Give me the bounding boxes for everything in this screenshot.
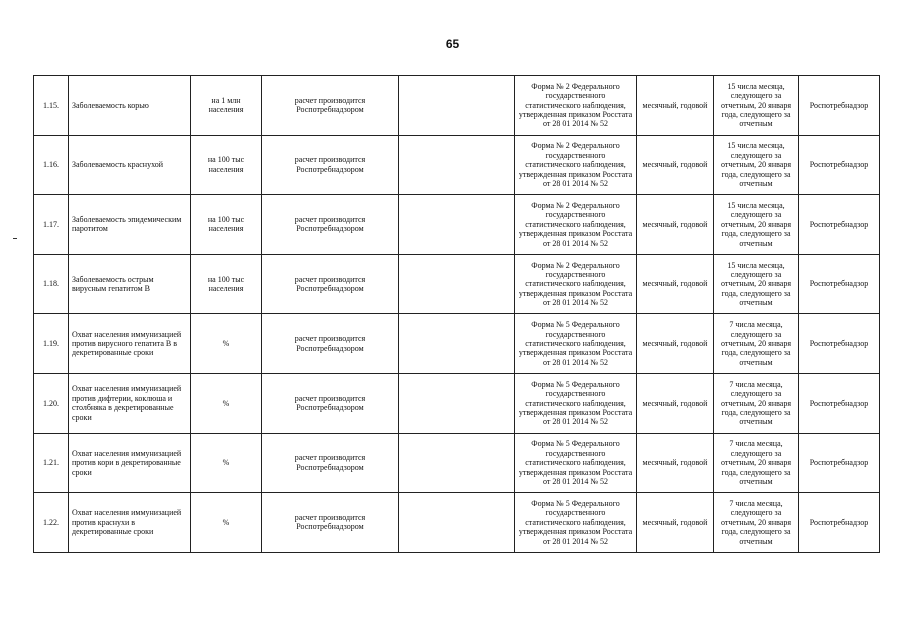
- indicators-table: [33, 75, 880, 553]
- responsible-body: Роспотребнадзор: [799, 76, 880, 136]
- row-number: 1.16.: [34, 135, 69, 195]
- indicator-name: Охват населения иммунизацией против вирусного гепатита В в декретированные сроки: [69, 314, 191, 374]
- indicator-name: Заболеваемость эпидемическим паротитом: [69, 195, 191, 255]
- deadline: 15 числа месяца, следующего за отчетным, 20 января года, следующего за отчетным: [714, 195, 799, 255]
- empty-cell: [399, 314, 515, 374]
- table-row: [34, 135, 880, 195]
- indicator-name: Заболеваемость краснухой: [69, 135, 191, 195]
- empty-cell: [399, 135, 515, 195]
- responsible-body: Роспотребнадзор: [799, 493, 880, 553]
- statistical-form: Форма № 2 Федерального государственного статистического наблюдения, утвержденная приказом Росстата от 28 01 2014 № 52: [515, 76, 637, 136]
- deadline: 15 числа месяца, следующего за отчетным, 20 января года, следующего за отчетным: [714, 135, 799, 195]
- row-number: 1.19.: [34, 314, 69, 374]
- deadline: 15 числа месяца, следующего за отчетным, 20 января года, следующего за отчетным: [714, 254, 799, 314]
- table-row: [34, 254, 880, 314]
- calculation-method: расчет производится Роспотребнадзором: [262, 433, 399, 493]
- page-number: 65: [445, 37, 460, 51]
- periodicity: месячный, годовой: [637, 433, 714, 493]
- unit-of-measure: на 100 тыс населения: [191, 135, 262, 195]
- indicator-name: Охват населения иммунизацией против краснухи в декретированные сроки: [69, 493, 191, 553]
- unit-of-measure: на 100 тыс населения: [191, 195, 262, 255]
- empty-cell: [399, 76, 515, 136]
- unit-of-measure: %: [191, 493, 262, 553]
- deadline: 7 числа месяца, следующего за отчетным, 20 января года, следующего за отчетным: [714, 373, 799, 433]
- statistical-form: Форма № 2 Федерального государственного статистического наблюдения, утвержденная приказом Росстата от 28 01 2014 № 52: [515, 135, 637, 195]
- calculation-method: расчет производится Роспотребнадзором: [262, 76, 399, 136]
- row-number: 1.17.: [34, 195, 69, 255]
- indicator-name: Заболеваемость острым вирусным гепатитом В: [69, 254, 191, 314]
- periodicity: месячный, годовой: [637, 314, 714, 374]
- statistical-form: Форма № 2 Федерального государственного статистического наблюдения, утвержденная приказом Росстата от 28 01 2014 № 52: [515, 254, 637, 314]
- calculation-method: расчет производится Роспотребнадзором: [262, 373, 399, 433]
- statistical-form: Форма № 2 Федерального государственного статистического наблюдения, утвержденная приказом Росстата от 28 01 2014 № 52: [515, 195, 637, 255]
- table-row: [34, 76, 880, 136]
- row-number: 1.21.: [34, 433, 69, 493]
- margin-mark: [13, 238, 17, 239]
- responsible-body: Роспотребнадзор: [799, 314, 880, 374]
- deadline: 7 числа месяца, следующего за отчетным, 20 января года, следующего за отчетным: [714, 433, 799, 493]
- periodicity: месячный, годовой: [637, 373, 714, 433]
- indicator-name: Охват населения иммунизацией против дифтерии, коклюша и столбняка в декретированные сроки: [69, 373, 191, 433]
- calculation-method: расчет производится Роспотребнадзором: [262, 314, 399, 374]
- responsible-body: Роспотребнадзор: [799, 373, 880, 433]
- statistical-form: Форма № 5 Федерального государственного статистического наблюдения, утвержденная приказом Росстата от 28 01 2014 № 52: [515, 373, 637, 433]
- empty-cell: [399, 195, 515, 255]
- periodicity: месячный, годовой: [637, 254, 714, 314]
- empty-cell: [399, 254, 515, 314]
- empty-cell: [399, 433, 515, 493]
- calculation-method: расчет производится Роспотребнадзором: [262, 254, 399, 314]
- calculation-method: расчет производится Роспотребнадзором: [262, 135, 399, 195]
- calculation-method: расчет производится Роспотребнадзором: [262, 493, 399, 553]
- row-number: 1.15.: [34, 76, 69, 136]
- empty-cell: [399, 373, 515, 433]
- table-row: [34, 433, 880, 493]
- table-row: [34, 373, 880, 433]
- statistical-form: Форма № 5 Федерального государственного статистического наблюдения, утвержденная приказом Росстата от 28 01 2014 № 52: [515, 433, 637, 493]
- periodicity: месячный, годовой: [637, 135, 714, 195]
- unit-of-measure: на 100 тыс населения: [191, 254, 262, 314]
- unit-of-measure: %: [191, 314, 262, 374]
- statistical-form: Форма № 5 Федерального государственного статистического наблюдения, утвержденная приказом Росстата от 28 01 2014 № 52: [515, 493, 637, 553]
- table-row: [34, 195, 880, 255]
- indicator-name: Охват населения иммунизацией против кори в декретированные сроки: [69, 433, 191, 493]
- responsible-body: Роспотребнадзор: [799, 195, 880, 255]
- deadline: 7 числа месяца, следующего за отчетным, 20 января года, следующего за отчетным: [714, 314, 799, 374]
- statistical-form: Форма № 5 Федерального государственного статистического наблюдения, утвержденная приказом Росстата от 28 01 2014 № 52: [515, 314, 637, 374]
- table-row: [34, 314, 880, 374]
- row-number: 1.20.: [34, 373, 69, 433]
- row-number: 1.22.: [34, 493, 69, 553]
- responsible-body: Роспотребнадзор: [799, 433, 880, 493]
- periodicity: месячный, годовой: [637, 195, 714, 255]
- unit-of-measure: на 1 млн населения: [191, 76, 262, 136]
- unit-of-measure: %: [191, 373, 262, 433]
- responsible-body: Роспотребнадзор: [799, 135, 880, 195]
- table-row: [34, 493, 880, 553]
- responsible-body: Роспотребнадзор: [799, 254, 880, 314]
- deadline: 15 числа месяца, следующего за отчетным, 20 января года, следующего за отчетным: [714, 76, 799, 136]
- unit-of-measure: %: [191, 433, 262, 493]
- row-number: 1.18.: [34, 254, 69, 314]
- periodicity: месячный, годовой: [637, 76, 714, 136]
- calculation-method: расчет производится Роспотребнадзором: [262, 195, 399, 255]
- indicator-name: Заболеваемость корью: [69, 76, 191, 136]
- deadline: 7 числа месяца, следующего за отчетным, 20 января года, следующего за отчетным: [714, 493, 799, 553]
- periodicity: месячный, годовой: [637, 493, 714, 553]
- empty-cell: [399, 493, 515, 553]
